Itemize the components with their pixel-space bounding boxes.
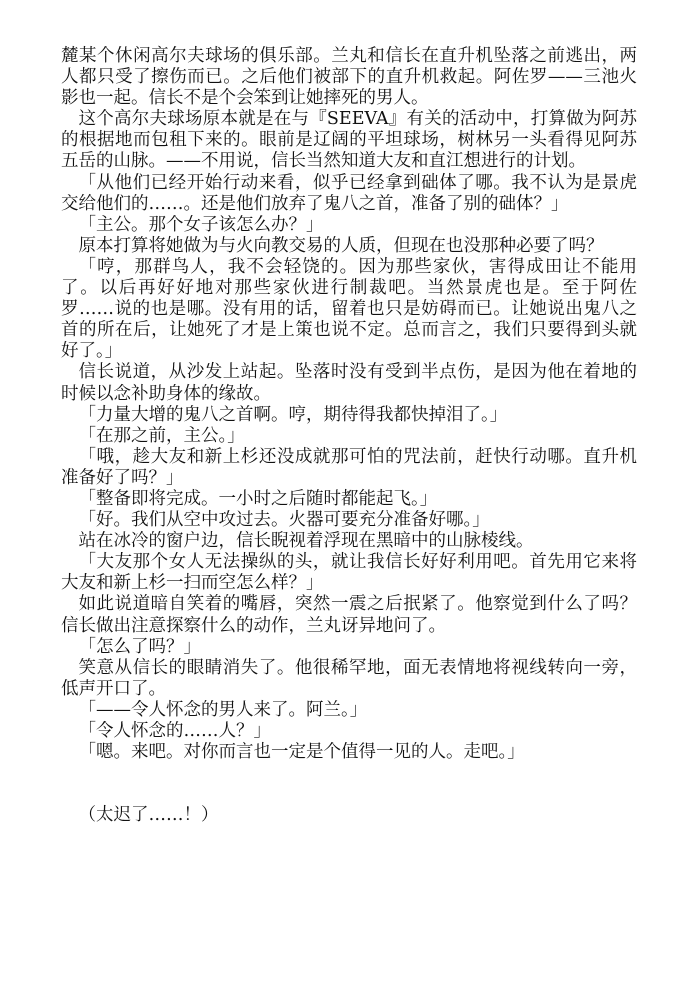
paragraph: 「嗯。来吧。对你而言也一定是个值得一见的人。走吧。」 <box>78 742 525 763</box>
paragraph: 「令人怀念的……人？」 <box>78 721 271 741</box>
paragraph: 信长说道，从沙发上站起。坠落时没有受到半点伤，是因为他在着地的时候以念补助身体的缘故。 <box>61 362 637 404</box>
paragraph: 麓某个休闲高尔夫球场的俱乐部。兰丸和信长在直升机坠落之前逃出，两人都只受了擦伤而已。之后他们被部下的直升机救起。阿佐罗——三池火影也一起。信长不是个会笨到让她摔死的男人。 <box>61 46 637 109</box>
novel-page <box>61 46 637 826</box>
paragraph: 「整备即将完成。一小时之后随时都能起飞。」 <box>78 488 438 509</box>
paragraph: 「哼，那群鸟人，我不会轻饶的。因为那些家伙，害得成田让不能用了。以后再好好地对那些家伙进行制裁吧。当然景虎也是。至于阿佐罗……说的也是哪。没有用的话，留着也只是妨碍而已。让她说出鬼八之首的所在后，让她死了才是上策也说不定。总而言之，我们只要得到头就好了。」 <box>61 256 637 362</box>
paragraph: 「主公。那个女子该怎么办？」 <box>78 214 324 235</box>
paragraph: 「哦，趁大友和新上杉还没成就那可怕的咒法前，赶快行动哪。直升机准备好了吗？」 <box>61 446 637 488</box>
paragraph: 这个高尔夫球场原本就是在与『SEEVA』有关的活动中，打算做为阿苏的根据地而包租下来的。眼前是辽阔的平坦球场，树林另一头看得见阿苏五岳的山脉。——不用说，信长当然知道大友和直江想进行的计划。 <box>61 109 637 172</box>
paragraph: 笑意从信长的眼睛消失了。他很稀罕地，面无表情地将视线转向一旁，低声开口了。 <box>61 657 637 699</box>
paragraph: 「从他们已经开始行动来看，似乎已经拿到础体了哪。我不认为是景虎交给他们的……。还是他们放弃了鬼八之首，准备了别的础体？」 <box>61 172 637 214</box>
section-gap <box>61 763 637 805</box>
paragraph: 「大友那个女人无法操纵的头，就让我信长好好利用吧。首先用它来将大友和新上杉一扫而空怎么样？」 <box>61 552 637 594</box>
paragraph: 如此说道暗自笑着的嘴唇，突然一震之后抿紧了。他察觉到什么了吗？信长做出注意探察什么的动作，兰丸讶异地问了。 <box>61 594 637 636</box>
closing-line: （太迟了……！） <box>78 805 219 826</box>
paragraph: 「怎么了吗？」 <box>78 636 201 657</box>
paragraph: 「在那之前，主公。」 <box>78 425 245 446</box>
paragraph: 「好。我们从空中攻过去。火器可要充分准备好哪。」 <box>78 510 490 531</box>
paragraph: 站在冰冷的窗户边，信长睨视着浮现在黑暗中的山脉棱线。 <box>78 531 534 552</box>
paragraph: 「——令人怀念的男人来了。阿兰。」 <box>78 699 368 720</box>
paragraph: 原本打算将她做为与火向教交易的人质，但现在也没那种必要了吗？ <box>78 235 604 256</box>
paragraph: 「力量大增的鬼八之首啊。哼，期待得我都快掉泪了。」 <box>78 404 508 425</box>
